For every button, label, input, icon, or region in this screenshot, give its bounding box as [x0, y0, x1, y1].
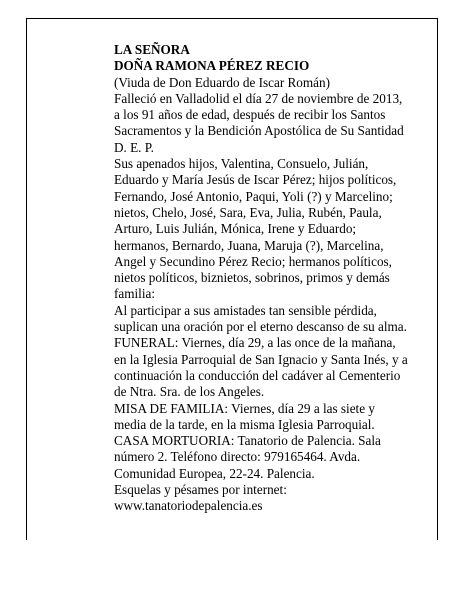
notice-line: Comunidad Europea, 22-24. Palencia.	[114, 465, 315, 481]
website-link[interactable]: www.tanatoriodepalencia.es	[114, 498, 263, 514]
notice-line: de Ntra. Sra. de los Angeles.	[114, 384, 265, 400]
notice-line: en la Iglesia Parroquial de San Ignacio y Santa Inés, y a	[114, 351, 408, 367]
notice-line: número 2. Teléfono directo: 979165464. Avda.	[114, 449, 361, 465]
notice-line: nietos políticos, biznietos, sobrinos, primos y demás	[114, 270, 390, 286]
notice-line: a los 91 años de edad, después de recibir los Santos	[114, 107, 386, 123]
notice-line: FUNERAL: Viernes, día 29, a las once de la mañana,	[114, 335, 396, 351]
notice-title-name: DOÑA RAMONA PÉREZ RECIO	[114, 58, 310, 74]
notice-line: Sus apenados hijos, Valentina, Consuelo, Julián,	[114, 156, 369, 172]
notice-line: hermanos, Bernardo, Juana, Maruja (?), Marcelina,	[114, 237, 384, 253]
notice-line: CASA MORTUORIA: Tanatorio de Palencia. Sala	[114, 433, 381, 449]
notice-line: Esquelas y pésames por internet:	[114, 482, 287, 498]
notice-title-honorific: LA SEÑORA	[114, 42, 190, 57]
notice-line: Arturo, Luis Julián, Mónica, Irene y Eduardo;	[114, 221, 357, 237]
notice-line: suplican una oración por el eterno descanso de su alma.	[114, 319, 407, 335]
notice-line: nietos, Chelo, José, Sara, Eva, Julia, Rubén, Paula,	[114, 204, 382, 220]
notice-line: familia:	[114, 286, 156, 302]
notice-line: media de la tarde, en la misma Iglesia Parroquial.	[114, 416, 375, 432]
notice-line: Fernando, José Antonio, Paqui, Yoli (?) y Marcelino;	[114, 188, 393, 204]
notice-line: continuación la conducción del cadáver al Cementerio	[114, 367, 401, 383]
notice-line: Sacramentos y la Bendición Apostólica de Su Santidad	[114, 123, 404, 139]
notice-line: MISA DE FAMILIA: Viernes, día 29 a las siete y	[114, 400, 375, 416]
notice-line: Falleció en Valladolid el día 27 de noviembre de 2013,	[114, 90, 403, 106]
notice-line: (Viuda de Don Eduardo de Iscar Román)	[114, 74, 330, 90]
notice-line: Eduardo y María Jesús de Iscar Pérez; hijos políticos,	[114, 172, 397, 188]
notice-line: D. E. P.	[114, 139, 154, 155]
notice-line: Angel y Secundino Pérez Recio; hermanos políticos,	[114, 253, 392, 269]
notice-line: Al participar a sus amistades tan sensible pérdida,	[114, 302, 377, 318]
obituary-notice	[114, 42, 434, 515]
